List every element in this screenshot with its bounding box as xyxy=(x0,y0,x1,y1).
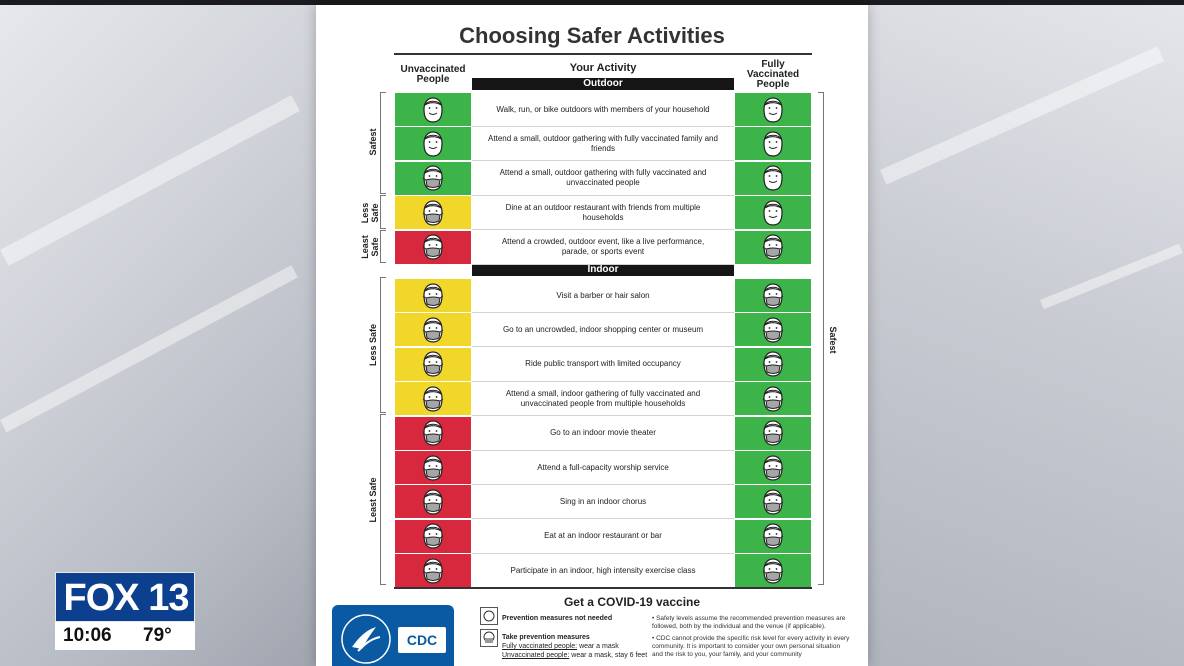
unvaccinated-risk-cell xyxy=(395,127,471,160)
activity-text: Attend a small, indoor gathering of fully vaccinated and unvaccinated people from multiple households xyxy=(472,382,734,416)
side-label-least-safe-outdoor xyxy=(360,227,380,267)
temperature: 79° xyxy=(143,625,172,646)
face-mask-icon xyxy=(419,315,447,345)
legend-no-prevention: Prevention measures not needed xyxy=(502,615,613,622)
header-unvaccinated xyxy=(394,65,472,85)
vaccinated-risk-cell xyxy=(735,279,811,312)
header-vaccinated xyxy=(734,60,812,90)
face-no-mask-icon xyxy=(759,95,787,125)
face-mask-icon xyxy=(419,453,447,483)
table-row xyxy=(394,520,812,554)
table-row xyxy=(394,313,812,347)
table-row xyxy=(394,348,812,382)
cdc-document xyxy=(316,5,868,666)
face-mask-icon xyxy=(759,521,787,551)
face-mask-icon xyxy=(419,281,447,311)
footer-title: Get a COVID-19 vaccine xyxy=(563,595,701,609)
legend-take-prevention: Take prevention measures Fully vaccinated people: wear a mask Unvaccinated people: wear a mask, stay 6 feet xyxy=(502,634,648,659)
footer-note-1: • Safety levels assume the recommended prevention measures are followed, both by the individual and the venue (if applicable). xyxy=(652,615,846,630)
header-unvaccinated-line1: Unvaccinated xyxy=(400,64,466,75)
table-row xyxy=(394,93,812,127)
activity-text: Dine at an outdoor restaurant with friends from multiple households xyxy=(472,196,734,230)
footer-note-2: • CDC cannot provide the specific risk level for every activity in every community. It is important to consider your own personal situation and the risk to you, your family, and your community xyxy=(652,635,850,658)
unvaccinated-risk-cell xyxy=(395,93,471,126)
face-mask-icon xyxy=(759,232,787,262)
bracket-right-safest xyxy=(818,92,824,585)
activity-text: Attend a small, outdoor gathering with fully vaccinated family and friends xyxy=(472,127,734,161)
station-name: FOX 13 xyxy=(63,577,189,619)
header-vaccinated-line3: People xyxy=(756,79,790,90)
face-no-mask-icon xyxy=(759,198,787,228)
side-label-less-word: Less xyxy=(360,202,370,224)
face-mask-icon xyxy=(759,453,787,483)
bracket-safest xyxy=(380,92,386,194)
face-mask-icon xyxy=(759,315,787,345)
vaccinated-risk-cell xyxy=(735,520,811,553)
station-logo xyxy=(55,572,195,622)
face-no-mask-icon xyxy=(480,607,498,625)
table-row xyxy=(394,554,812,588)
activity-text: Go to an indoor movie theater xyxy=(472,417,734,451)
vaccinated-risk-cell xyxy=(735,93,811,126)
vaccinated-risk-cell xyxy=(735,313,811,346)
unvaccinated-risk-cell xyxy=(395,382,471,415)
face-mask-icon xyxy=(419,556,447,586)
vaccinated-risk-cell xyxy=(735,196,811,229)
activity-text: Sing in an indoor chorus xyxy=(472,485,734,519)
table-row xyxy=(394,485,812,519)
cdc-wordmark: CDC xyxy=(398,627,446,653)
table-row xyxy=(394,162,812,196)
side-label-less-safe-indoor: Less Safe xyxy=(368,323,378,367)
header-vaccinated-line2: Vaccinated xyxy=(746,69,800,80)
unvaccinated-risk-cell xyxy=(395,313,471,346)
table-row xyxy=(394,382,812,416)
unvaccinated-risk-cell xyxy=(395,196,471,229)
time-weather-bar xyxy=(55,622,195,650)
unvaccinated-risk-cell xyxy=(395,451,471,484)
unvaccinated-risk-cell xyxy=(395,348,471,381)
vaccinated-risk-cell xyxy=(735,485,811,518)
side-label-safest: Safest xyxy=(368,128,378,156)
header-activity: Your Activity xyxy=(569,62,637,74)
header-vaccinated-line1: Fully xyxy=(761,59,785,70)
side-label-safe-word-2: Safe xyxy=(370,237,380,257)
vaccinated-risk-cell xyxy=(735,554,811,587)
face-mask-icon xyxy=(759,487,787,517)
background-right-panel xyxy=(865,0,1184,666)
background-left-panel xyxy=(0,0,320,666)
unvaccinated-risk-cell xyxy=(395,162,471,195)
header-unvaccinated-line2: People xyxy=(416,74,450,85)
face-mask-icon xyxy=(419,384,447,414)
table-row xyxy=(394,451,812,485)
clock-time: 10:06 xyxy=(63,625,112,646)
face-mask-icon xyxy=(419,198,447,228)
table-row xyxy=(394,196,812,230)
bracket-less-safe-outdoor xyxy=(380,195,386,229)
face-mask-icon xyxy=(419,418,447,448)
vaccinated-risk-cell xyxy=(735,348,811,381)
unvaccinated-risk-cell xyxy=(395,231,471,264)
face-no-mask-icon xyxy=(759,129,787,159)
face-mask-icon xyxy=(759,556,787,586)
activity-text: Attend a full-capacity worship service xyxy=(472,451,734,485)
side-label-right-safest: Safest xyxy=(828,326,838,354)
activity-text: Walk, run, or bike outdoors with members of your household xyxy=(472,93,734,127)
face-mask-icon xyxy=(419,487,447,517)
unvaccinated-risk-cell xyxy=(395,485,471,518)
activity-text: Go to an uncrowded, indoor shopping center or museum xyxy=(472,313,734,347)
vaccinated-risk-cell xyxy=(735,382,811,415)
side-label-safe-word: Safe xyxy=(370,203,380,223)
vaccinated-risk-cell xyxy=(735,417,811,450)
table-row xyxy=(394,231,812,265)
header-rule xyxy=(394,53,812,55)
vaccinated-risk-cell xyxy=(735,451,811,484)
unvaccinated-risk-cell xyxy=(395,520,471,553)
activity-text: Visit a barber or hair salon xyxy=(472,279,734,313)
table-row xyxy=(394,279,812,313)
vaccinated-risk-cell xyxy=(735,231,811,264)
cdc-logo xyxy=(332,605,454,666)
document-title: Choosing Safer Activities xyxy=(459,23,725,48)
activity-text: Eat at an indoor restaurant or bar xyxy=(472,520,734,554)
activity-text: Attend a crowded, outdoor event, like a live performance, parade, or sports event xyxy=(472,231,734,265)
table-row xyxy=(394,417,812,451)
face-mask-icon xyxy=(419,163,447,193)
unvaccinated-risk-cell xyxy=(395,417,471,450)
bracket-less-safe-indoor xyxy=(380,277,386,413)
face-no-mask-icon xyxy=(419,129,447,159)
activity-text: Attend a small, outdoor gathering with fully vaccinated and unvaccinated people xyxy=(472,162,734,196)
vaccinated-risk-cell xyxy=(735,162,811,195)
face-mask-icon xyxy=(759,384,787,414)
face-no-mask-icon xyxy=(759,163,787,193)
face-mask-icon xyxy=(759,349,787,379)
face-mask-icon xyxy=(419,232,447,262)
face-mask-icon xyxy=(759,418,787,448)
activity-text: Ride public transport with limited occupancy xyxy=(472,348,734,382)
face-mask-icon xyxy=(480,629,498,647)
section-outdoor: Outdoor xyxy=(472,78,734,90)
face-no-mask-icon xyxy=(419,95,447,125)
vaccinated-risk-cell xyxy=(735,127,811,160)
face-mask-icon xyxy=(759,281,787,311)
section-indoor: Indoor xyxy=(472,264,734,276)
hhs-eagle-icon xyxy=(336,609,396,666)
unvaccinated-risk-cell xyxy=(395,554,471,587)
face-mask-icon xyxy=(419,349,447,379)
table-row xyxy=(394,127,812,161)
unvaccinated-risk-cell xyxy=(395,279,471,312)
side-label-least-safe-indoor: Least Safe xyxy=(368,477,378,523)
side-label-least-word: Least xyxy=(360,235,370,259)
activity-text: Participate in an indoor, high intensity exercise class xyxy=(472,554,734,588)
face-mask-icon xyxy=(419,521,447,551)
bracket-least-safe-outdoor xyxy=(380,230,386,263)
bracket-least-safe-indoor xyxy=(380,414,386,585)
footer-rule xyxy=(394,587,812,589)
